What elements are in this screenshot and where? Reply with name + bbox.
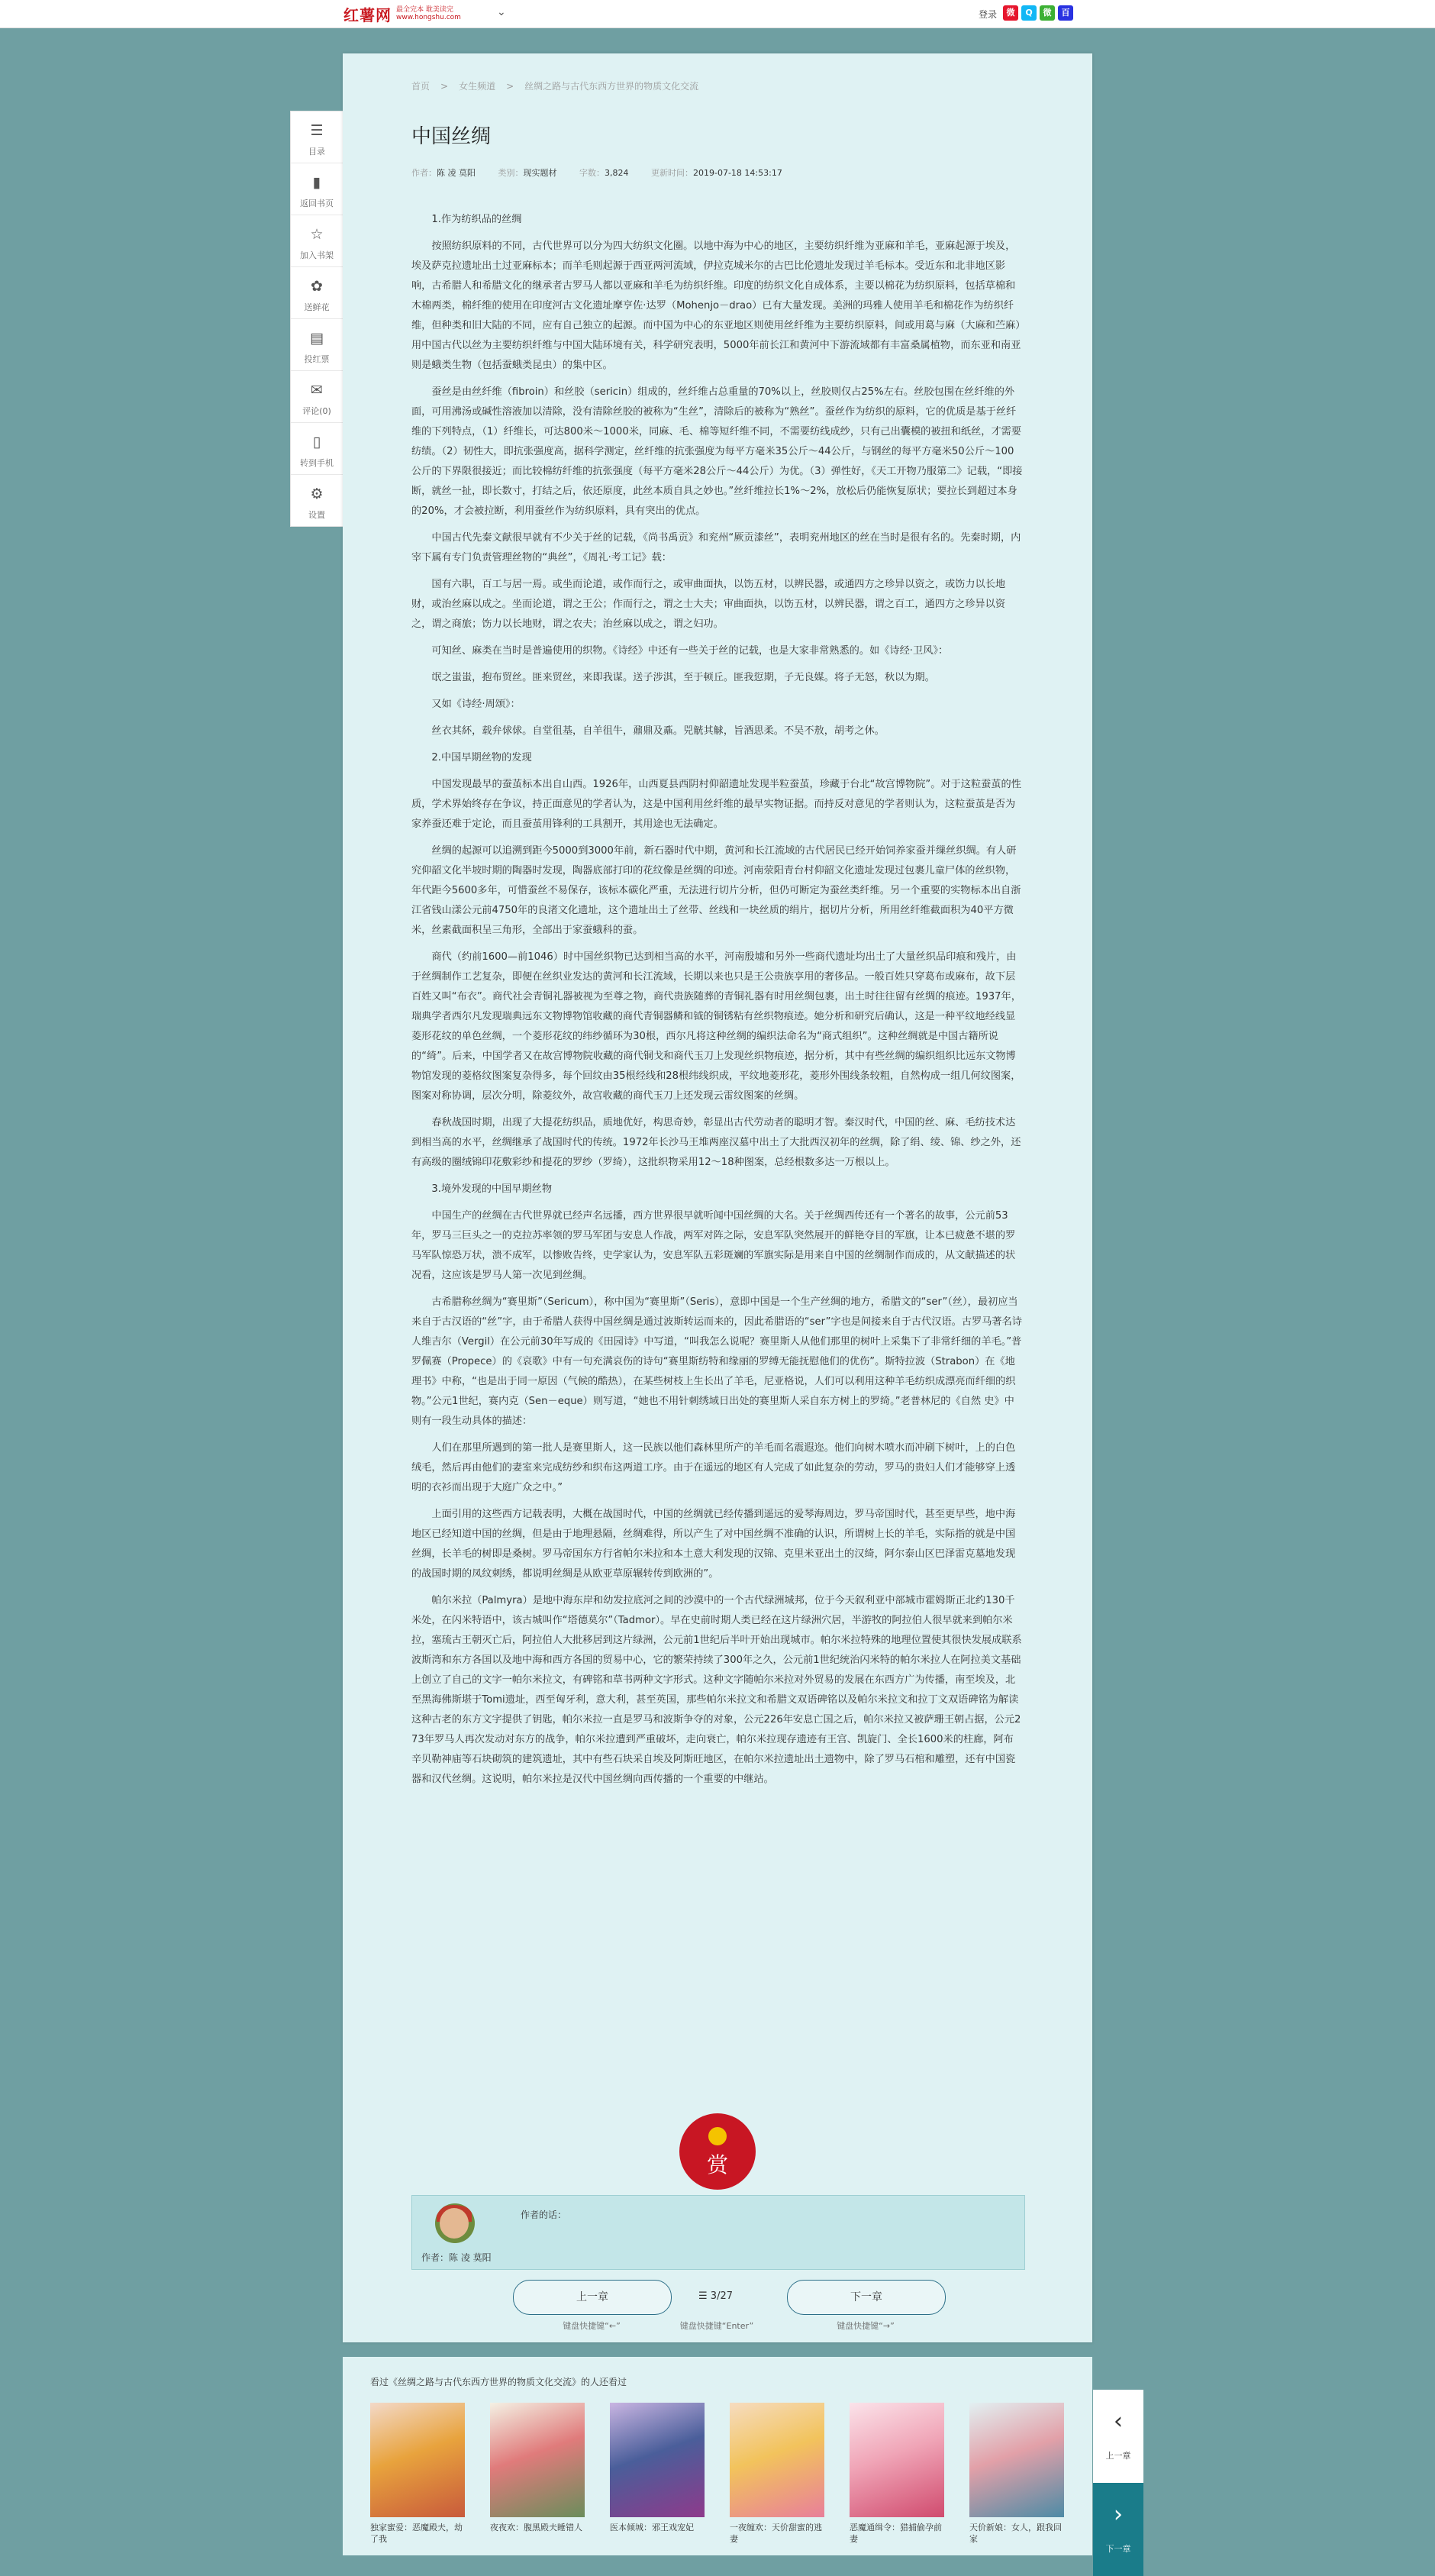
sidebar-item-label: 转到手机: [300, 458, 334, 468]
sidebar-item-star[interactable]: [291, 215, 343, 267]
phone-icon: ▯: [312, 434, 321, 450]
float-prev-label: 上一章: [1105, 2451, 1131, 2461]
book-cover[interactable]: [370, 2403, 465, 2517]
star-icon: ☆: [310, 226, 324, 243]
related-title: 看过《丝绸之路与古代东西方世界的物质文化交流》的人还看过: [370, 2377, 627, 2387]
author-words-box: [411, 2195, 1025, 2270]
ticket-icon: ▤: [310, 330, 324, 347]
baidu-icon[interactable]: 百: [1058, 5, 1073, 21]
sidebar-item-comment[interactable]: [291, 371, 343, 423]
word-count-label: 字数：: [579, 168, 605, 178]
book-cover[interactable]: [850, 2403, 944, 2517]
book-cover[interactable]: [730, 2403, 824, 2517]
sidebar-item-phone[interactable]: [291, 423, 343, 475]
breadcrumb-book[interactable]: 丝绸之路与古代东西方世界的物质文化交流: [524, 81, 699, 92]
page-indicator[interactable]: [698, 2290, 733, 2302]
reward-button[interactable]: [679, 2113, 756, 2190]
book-cover[interactable]: [610, 2403, 705, 2517]
gear-icon: ⚙: [310, 486, 324, 502]
author-label: 作者：: [411, 168, 437, 178]
author-name: 作者：陈 凌 莫阳: [421, 2252, 492, 2263]
reader-panel: [343, 53, 1092, 2342]
paragraph: 可知丝、麻类在当时是普遍使用的织物。《诗经》中还有一些关于丝的记载，也是大家非常熟悉的。如《诗经·卫风》：: [431, 645, 949, 657]
prev-chapter-button[interactable]: 上一章: [513, 2280, 672, 2315]
sidebar-item-label: 加入书架: [300, 250, 334, 260]
prev-key-hint: 键盘快捷键“←”: [563, 2321, 621, 2331]
logo-text: 红薯网: [343, 5, 392, 24]
related-book[interactable]: [610, 2403, 705, 2545]
chevron-right-icon: ›: [1114, 2501, 1123, 2528]
book-title[interactable]: 夜夜欢：腹黑殿夫睡错人: [490, 2523, 582, 2532]
login-link[interactable]: 登录: [979, 9, 998, 20]
paragraph: 又如《诗经·周颂》：: [431, 699, 521, 710]
sidebar-item-flower[interactable]: [291, 267, 343, 319]
avatar: [435, 2203, 475, 2243]
paragraph: 1.作为纺织品的丝绸: [431, 214, 522, 225]
weibo-icon[interactable]: 微: [1003, 5, 1018, 21]
related-book[interactable]: [969, 2403, 1064, 2545]
paragraph: 帕尔米拉（Palmyra）是地中海东岸和幼发拉底河之间的沙漠中的一个古代绿洲城邦，位于今天叙利亚中部城市霍姆斯正北约130千米处，在闪米特语中，该古城叫作“塔德莫尔”（Tadmor）。早在史前时期人类已经在这片绿洲穴居，半游牧的阿拉伯人很早就来到帕尔米拉，塞琉古王朝灭亡后，阿拉伯人大批移居到这片绿洲，公元前1世纪后半叶开始出现城市。帕尔米拉特殊的地理位置使其很快发展成联系波斯湾和东方各国以及地中海和西方各国的贸易中心，它的繁荣持续了300年之久，公元前1世纪统治闪米特的帕尔米拉人在阿拉美文基础上创立了自己的文字一帕尔米拉文，有碑铭和草书两种文字形式。这种文字随帕尔米拉对外贸易的发展在东西方广为传播，南至埃及，北至黑海佛斯堪于Tomi遗址，西至匈牙利，意大利，甚至英国，那些帕尔米拉文和希腊文双语碑铭以及帕尔米拉文和拉丁文双语碑铭为解读这种古老的东方文字提供了钥匙，帕尔米拉一直是罗马和波斯争夺的对象，公元226年安息亡国之后，帕尔米拉又被萨珊王朝占据，公元273年罗马人再次发动对东方的战争，帕尔米拉遭到严重破坏，走向衰亡，帕尔米拉现存遗迹有王宫、凯旋门、全长1600米的柱廊，阿布辛贝勒神庙等石块砌筑的建筑遗址，其中有些石块采自埃及阿斯旺地区，在帕尔米拉遗址出土遗物中，除了罗马石棺和雕塑，还有中国瓷器和汉代丝绸。这说明，帕尔米拉是汉代中国丝绸向西传播的一个重要的中继站。: [411, 1595, 1022, 1785]
site-logo[interactable]: [343, 4, 461, 24]
float-next-label: 下一章: [1105, 2544, 1131, 2554]
breadcrumb-home[interactable]: 首页: [411, 81, 430, 92]
paragraph: 蚕丝是由丝纤维（fibroin）和丝胶（sericin）组成的，丝纤维占总重量的70%以上，丝胶则仅占25%左右。丝胶包围在丝纤维的外面，可用沸汤或碱性溶液加以清除，没有清除丝胶的被称为“生丝”，清除后的被称为“熟丝”。蚕丝作为纺织的原料，它的优质是基于丝纤维的下列特点，（1）纤维长，可达800米～1000米，同麻、毛、棉等短纤维不同，不需要纺线成纱，只有己出囊模的被扭和纸丝，才需要纺绩。（2）韧性大，即抗张强度高，据科学测定，丝纤维的抗张强度为每平方毫米35公斤～44公斤，与钢丝的每平方毫米50公斤～100公斤的下界限很接近；而比较棉纺纤维的抗张强度（每平方毫米28公斤～44公斤）为优。（3）弹性好，《天工开物乃服第二》记载，“即接断，就丝一扯，即长数寸，打结之后，依还原度，此丝本质自具之妙也。”丝纤维拉长1%～2%，放松后仍能恢复原状；要拉长到超过本身的20%，才会被拉断，利用蚕丝作为纺织原料，具有突出的优点。: [411, 386, 1023, 517]
book-cover[interactable]: [969, 2403, 1064, 2517]
sidebar-item-book[interactable]: [291, 163, 343, 215]
sidebar-item-label: 评论(0): [302, 406, 331, 416]
paragraph: 丝衣其紑，载弁俅俅。自堂徂基，自羊徂牛，鼐鼎及鼒。兕觥其觩，旨酒思柔。不吴不敖，胡考之休。: [431, 725, 885, 737]
chapter-meta: [411, 166, 802, 179]
coin-icon: [708, 2127, 727, 2145]
sidebar-item-label: 目录: [308, 147, 325, 157]
book-title[interactable]: 一夜缠欢：天价甜蜜的逃妻: [730, 2523, 822, 2544]
sidebar-item-label: 送鲜花: [304, 302, 330, 312]
reader-sidebar: [290, 111, 343, 527]
related-book[interactable]: [730, 2403, 824, 2545]
book-icon: ▮: [312, 174, 321, 191]
word-count: 3,824: [605, 168, 629, 178]
book-title[interactable]: 恶魔通缉令：猎捕偷孕前妻: [850, 2523, 942, 2544]
next-key-hint: 键盘快捷键“→”: [837, 2321, 895, 2331]
chevron-left-icon: ‹: [1114, 2408, 1123, 2435]
paragraph: 氓之蚩蚩，抱布贸丝。匪来贸丝，来即我谋。送子涉淇，至于顿丘。匪我愆期，子无良媒。将子无怒，秋以为期。: [431, 672, 935, 683]
paragraph: 按照纺织原料的不同，古代世界可以分为四大纺织文化圈。以地中海为中心的地区，主要纺织纤维为亚麻和羊毛，亚麻起源于埃及，埃及萨克拉遗址出土过亚麻标本；而羊毛则起源于西亚两河流域，伊拉克城米尔的古巴比伦遗址发现过羊毛标本。受近东和北非地区影响，古希腊人和希腊文化的继承者古罗马人都以亚麻和羊毛为纺织纤维。印度的纺织文化自成体系，主要以棉花为纺织原料，包括草棉和木棉两类，棉纤维的使用在印度河古文化遗址摩亨佐·达罗（Mohenjo－drao）已有大量发现。美洲的玛雅人使用羊毛和棉花作为纺织纤维，但种类和旧大陆的不同，应有自己独立的起源。而中国为中心的东亚地区则使用丝纤维为主要纺织原料，间或用葛与麻（大麻和苎麻）用中国古代以丝为主要纺织纤维与中国大陆环境有关，科学研究表明，5000年前长江和黄河中下游流域都有丰富桑属植物，而东亚和南亚则是蛾类生物（包括蚕蛾类昆虫）的集中区。: [411, 240, 1021, 371]
sidebar-item-gear[interactable]: [291, 475, 343, 526]
book-cover[interactable]: [490, 2403, 585, 2517]
sidebar-item-label: 投红票: [304, 354, 330, 364]
page-number: 3/27: [710, 2290, 733, 2302]
qq-icon[interactable]: Q: [1021, 5, 1037, 21]
chapter-title: 中国丝绸: [411, 125, 492, 148]
book-title[interactable]: 医本倾城：邪王戏宠妃: [610, 2523, 694, 2532]
top-bar: [0, 0, 1435, 28]
wechat-icon[interactable]: 微: [1040, 5, 1055, 21]
flower-icon: ✿: [311, 278, 323, 295]
paragraph: 3.境外发现的中国早期丝物: [431, 1183, 553, 1195]
float-prev-chapter[interactable]: [1093, 2390, 1143, 2483]
updated-time: 2019-07-18 14:53:17: [693, 168, 782, 178]
logo-sub2: www.hongshu.com: [396, 14, 461, 21]
comment-icon: ✉: [311, 382, 323, 399]
breadcrumb: 首页 > 女生频道 > 丝绸之路与古代东西方世界的物质文化交流: [411, 81, 699, 92]
paragraph: 人们在那里所遇到的第一批人是赛里斯人，这一民族以他们森林里所产的羊毛而名震遐迩。他们向树木喷水而冲刷下树叶，上的白色绒毛，然后再由他们的妻室来完成纺纱和织布这两道工序。由于在遥远的地区有人完成了如此复杂的劳动，罗马的贵妇人们才能够穿上透明的衣衫而出现于大庭广众之中。”: [411, 1442, 1016, 1493]
paragraph: 国有六职，百工与居一焉。或坐而论道，或作而行之，或审曲面执，以饬五材，以辨民器，或通四方之珍异以资之，或饬力以长地财，或治丝麻以成之。坐而论道，谓之王公；作而行之，谓之士大夫；审曲面执，以饬五材，以辨民器，谓之百工，通四方之珍异以资之，谓之商旅；饬力以长地财，谓之农夫；治丝麻以成之，谓之妇功。: [411, 579, 1006, 630]
related-book[interactable]: [850, 2403, 944, 2545]
book-title[interactable]: 天价新娘：女人，跟我回家: [969, 2523, 1062, 2544]
updated-label: 更新时间：: [651, 168, 693, 178]
author-link[interactable]: 陈 凌 莫阳: [437, 168, 476, 178]
category-label: 类别：: [498, 168, 524, 178]
paragraph: 中国古代先秦文献很早就有不少关于丝的记载，《尚书禹贡》和兖州“厥贡漆丝”，表明兖州地区的丝在当时是很有名的。先秦时期，内宰下属有专门负责管理丝物的“典丝”，《周礼·考工记》载：: [411, 532, 1021, 563]
float-next-chapter[interactable]: [1093, 2483, 1143, 2576]
related-books: [343, 2357, 1092, 2555]
paragraph: 中国生产的丝绸在古代世界就已经声名远播，西方世界很早就听闻中国丝绸的大名。关于丝绸西传还有一个著名的故事，公元前53年，罗马三巨头之一的克拉苏率领的罗马军团与安息人作战，两军对阵之际，安息军队突然展开的鲜艳夺目的军旗，让本已疲惫不堪的罗马军队惊恐万状，溃不成军，以惨败告终，史学家认为，安息军队五彩斑斓的军旗实际是用来自中国的丝绸制作而成的，从文献描述的状况看，这应该是罗马人第一次见到丝绸。: [411, 1210, 1016, 1281]
category-link[interactable]: 现实题材: [523, 168, 557, 178]
author-words-label: 作者的话：: [521, 2210, 567, 2220]
sidebar-item-label: 设置: [308, 510, 325, 520]
chevron-down-icon[interactable]: ⌄: [497, 6, 506, 18]
enter-key-hint: 键盘快捷键“Enter”: [679, 2321, 754, 2331]
logo-subtitle: [396, 6, 461, 21]
paragraph: 2.中国早期丝物的发现: [431, 752, 532, 763]
paragraph: 上面引用的这些西方记载表明，大概在战国时代，中国的丝绸就已经传播到遥远的爱琴海周边，罗马帝国时代，甚至更早些，地中海地区已经知道中国的丝绸，但是由于地理悬隔，丝绸难得，所以产生了对中国丝绸不准确的认识，所谓树上长的羊毛，实际指的就是中国丝绸，长羊毛的树即是桑树。罗马帝国东方行省帕尔米拉和本土意大利发现的汉锦、克里米亚出土的汉绮，阿尔泰山区巴泽雷克墓地发现的战国时期的凤纹刺绣，都说明丝绸是从欧亚草原辗转传到欧洲的”。: [411, 1509, 1016, 1580]
related-book[interactable]: [490, 2403, 585, 2545]
paragraph: 古希腊称丝绸为“赛里斯”（Sericum），称中国为“赛里斯”（Seris），意即中国是一个生产丝绸的地方，希腊文的“ser”（丝），最初应当来自于古汉语的“丝”字，由于希腊人获得中国丝绸是通过波斯转运而来的，因此希腊语的“ser”字也是间接来自于古代汉语。古罗马著名诗人维吉尔（Vergil）在公元前30年写成的《田园诗》中写道，“叫我怎么说呢？赛里斯人从他们那里的树叶上采集下了非常纤细的羊毛。”普罗佩赛（Propece）的《哀歌》中有一句充满哀伤的诗句“赛里斯纺特和缘丽的罗缚无能抚慰他们的优伤”。斯特拉波（Strabon）在《地理书》中称，“也是出于同一原因（气候的酷热），在某些树枝上生长出了羊毛，尼亚格说，人们可以利用这种羊毛纺织成漂亮而纤细的织物。”公元1世纪，赛内克（Sen－eque）则写道，“她也不用针刺绣域日出处的赛里斯人采自东方树上的罗绮。”老普林尼的《自然 史》中则有一段生动具体的描述：: [411, 1296, 1022, 1427]
logo-sub1: 最全完本 耽美读完: [396, 6, 453, 14]
sidebar-item-list[interactable]: [291, 111, 343, 163]
chapter-content: [411, 210, 1024, 1796]
reward-label: 赏: [706, 2152, 728, 2177]
list-icon: ☰: [698, 2290, 708, 2302]
book-title[interactable]: 独家蜜爱：恶魔殿夫，劫了我: [370, 2523, 463, 2544]
next-chapter-button[interactable]: 下一章: [787, 2280, 946, 2315]
sidebar-item-ticket[interactable]: [291, 319, 343, 371]
paragraph: 春秋战国时期，出现了大提花纺织品，质地优好，构思奇妙，彰显出古代劳动者的聪明才智。秦汉时代，中国的丝、麻、毛纺技术达到相当高的水平，丝绸继承了战国时代的传统。1972年长沙马王堆两座汉墓中出土了大批西汉初年的丝绸，除了绢、绫、锦、纱之外，还有高级的圈绒锦印花敷彩纱和提花的罗纱（罗绮），这批织物采用12～18种图案，总经根数多达一万根以上。: [411, 1117, 1021, 1168]
paragraph: 中国发现最早的蚕茧标本出自山西。1926年，山西夏县西阴村仰韶遗址发现半粒蚕茧，珍藏于台北“故宫博物院”。对于这粒蚕茧的性质，学术界始终存在争议，持正面意见的学者认为，这是中国利用丝纤维的最早实物证据。而持反对意见的学者则认为，这粒蚕茧是否为家养蚕还难于定论，而且蚕茧用锋利的工具割开，其用途也无法确定。: [411, 779, 1021, 830]
breadcrumb-channel[interactable]: 女生频道: [459, 81, 496, 92]
paragraph: 丝绸的起源可以追溯到距今5000到3000年前，新石器时代中期，黄河和长江流域的古代居民已经开始饲养家蚕并缫丝织绸。有人研究仰韶文化半坡时期的陶器时发现，陶器底部打印的花纹像是丝绸的印迹。河南荥阳青台村仰韶文化遗址发现过包裹儿童尸体的丝织物，年代距今5600多年，可惜蚕丝不易保存，该标本碳化严重，无法进行切片分析，但仍可断定为蚕丝类纤维。另一个重要的实物标本出自浙江省钱山漾公元前4750年的良渚文化遗址，这个遗址出土了丝带、丝线和一块丝质的绢片，据切片分析，所用丝纤维截面积为40平方微米，丝素截面积呈三角形，全部出于家蚕蛾科的蚕。: [411, 845, 1021, 936]
list-icon: ☰: [310, 122, 324, 139]
sidebar-item-label: 返回书页: [300, 199, 334, 208]
paragraph: 商代（约前1600—前1046）时中国丝织物已达到相当高的水平，河南殷墟和另外一些商代遗址均出土了大量丝织品印痕和残片，由于丝绸制作工艺复杂，即便在丝织业发达的黄河和长江流域，长期以来也只是王公贵族享用的奢侈品。一般百姓只穿葛布或麻布，故下层百姓又叫“布衣”。商代社会青铜礼器被视为至尊之物，商代贵族随葬的青铜礼器有时用丝绸包裹，出土时往往留有丝绸的痕迹。1937年，瑞典学者西尔凡发现瑞典远东文物博物馆收藏的商代青铜器鳞和钺的铜锈粘有丝织物痕迹。她分析和研究后确认，这是一种平纹地经线显菱形花纹的单色丝绸，一个菱形花纹的纬纱循环为30根，西尔凡将这种丝绸的编织法命名为“商式组织”。这种丝绸就是中国古籍所说的“绮”。后来，中国学者又在故宫博物院收藏的商代铜戈和商代玉刀上发现丝织物痕迹，据分析，其中有些丝绸的编织组织比远东文物博物馆发现的菱格纹图案复杂得多，每个回纹由35根经线和28根纬线织成，平纹地菱形花，菱形外围线条较粗，自然构成一组几何纹图案，图案对称协调，层次分明，除菱纹外，故宫收藏的商代玉刀上还发现云雷纹图案的丝绸。: [411, 951, 1021, 1102]
related-book[interactable]: [370, 2403, 465, 2545]
